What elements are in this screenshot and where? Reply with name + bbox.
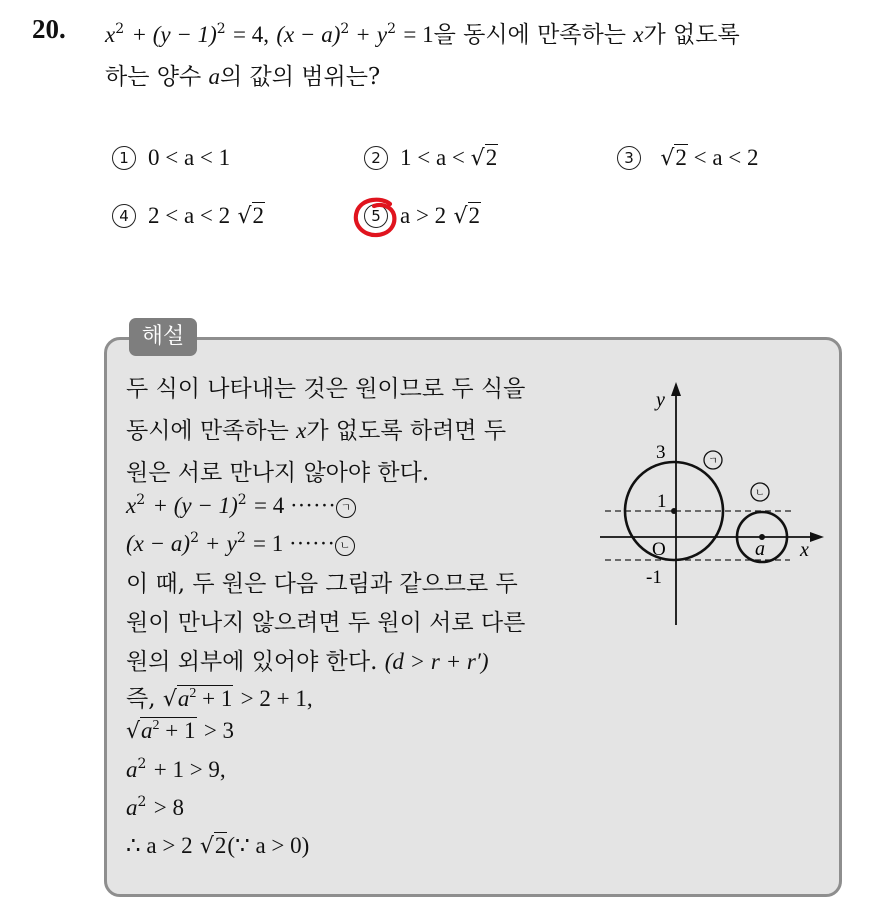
solution-line-9: $a^2 + 1 > 9$, bbox=[126, 756, 226, 782]
solution-line-3: 원은 서로 만나지 않아야 한다. bbox=[126, 460, 430, 486]
question-line-2: 하는 양수 a의 값의 범위는? bbox=[105, 64, 381, 90]
solution-line-8: $√a^2 + 1 > 3$ bbox=[126, 718, 235, 744]
y-label: y bbox=[656, 389, 665, 411]
circle-1-label: ㄱ bbox=[708, 456, 718, 467]
solution-line-2: 동시에 만족하는 x가 없도록 하려면 두 bbox=[126, 418, 507, 444]
x-label: x bbox=[800, 539, 809, 561]
solution-badge: 해설 bbox=[129, 318, 197, 356]
circle-graph bbox=[600, 380, 830, 630]
point-a-label: a bbox=[755, 538, 765, 560]
solution-line-4: 이 때, 두 원은 다음 그림과 같으므로 두 bbox=[126, 571, 518, 597]
solution-line-11: ∴ a > 2 √2(∵ a > 0) bbox=[126, 833, 310, 859]
solution-line-6: 원의 외부에 있어야 한다. (d > r + r′) bbox=[126, 649, 489, 675]
question-line-1: $x^2 + (y - 1)^2 = 4$, $(x - a)^2 + y^2 = 1$을 동시에 만족하는 x가 없도록 bbox=[105, 21, 740, 48]
solution-line-7: 즉, $√a^2 + 1 > 2 + 1$, bbox=[126, 686, 313, 712]
tick-minus-1: -1 bbox=[646, 567, 662, 588]
solution-line-5: 원이 만나지 않으려면 두 원이 서로 다른 bbox=[126, 610, 526, 636]
solution-eq-1: $x^2 + (y - 1)^2 = 4$ ······ ㄱ bbox=[126, 493, 356, 519]
x-axis-arrow bbox=[810, 532, 824, 542]
option-2[interactable]: 2 1 < a < √2 bbox=[364, 145, 498, 171]
solution-eq-2: $(x - a)^2 + y^2 = 1$ ······ ㄴ bbox=[126, 531, 355, 557]
y-axis-arrow bbox=[671, 382, 681, 396]
option-1[interactable]: 1 0 < a < 1 bbox=[112, 145, 230, 171]
solution-line-1: 두 식이 나타내는 것은 원이므로 두 식을 bbox=[126, 376, 526, 402]
option-5[interactable]: 5 a > 2 √2 bbox=[364, 203, 481, 229]
tick-3: 3 bbox=[656, 442, 666, 463]
solution-line-10: $a^2 > 8$ bbox=[126, 794, 184, 820]
circle-2-label: ㄴ bbox=[755, 488, 765, 499]
question-number: 20. bbox=[32, 14, 66, 44]
option-4[interactable]: 4 2 < a < 2 √2 bbox=[112, 203, 265, 229]
center-1 bbox=[671, 508, 677, 514]
answer-circle-mark bbox=[352, 196, 402, 240]
option-3[interactable]: 3 √2 < a < 2 bbox=[617, 145, 759, 171]
tick-1: 1 bbox=[657, 491, 667, 512]
origin-label: O bbox=[652, 539, 666, 560]
